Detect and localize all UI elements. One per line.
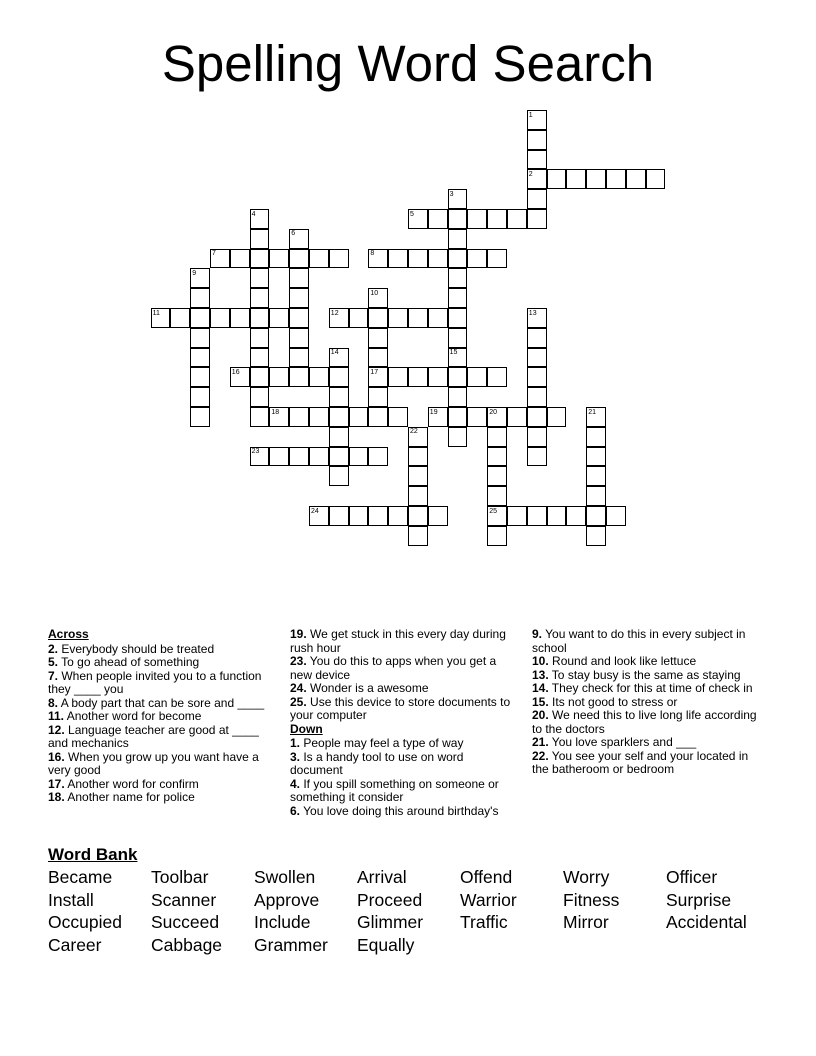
grid-cell[interactable] [586,427,606,447]
grid-cell[interactable] [586,466,606,486]
grid-cell[interactable] [190,288,210,308]
clue-item [48,697,276,711]
grid-cell[interactable] [586,169,606,189]
clue-number: 5 [410,210,414,218]
grid-cell[interactable] [309,367,329,387]
grid-cell[interactable] [329,427,349,447]
grid-cell[interactable] [250,387,270,407]
word-bank-item: Traffic [460,912,508,933]
word-bank-item: Warrior [460,889,517,910]
grid-cell[interactable] [329,447,349,467]
grid-cell[interactable] [448,209,468,229]
clue-text: Wonder is a awesome [306,681,429,695]
clue-item [532,655,760,669]
word-bank-item: Offend [460,867,513,887]
grid-cell[interactable] [329,506,349,526]
grid-cell[interactable] [527,348,547,368]
clue-number: 1 [528,111,533,119]
clue-item [48,710,276,724]
clue-text: Use this device to store documents to your computer [290,694,511,722]
clue-number-label: 18. [48,790,65,804]
clue-number: 8 [370,250,375,258]
grid-cell[interactable] [448,367,468,387]
grid-cell[interactable] [329,387,349,407]
clue-item [290,751,518,778]
grid-cell[interactable] [448,249,468,269]
grid-cell[interactable] [408,249,428,269]
grid-cell[interactable] [487,526,507,546]
clue-item [290,682,518,696]
grid-cell[interactable] [289,308,309,328]
word-bank-item: Approve [254,889,320,910]
grid-cell[interactable] [487,367,507,387]
clue-number-label: 24. [290,681,307,695]
grid-cell[interactable] [527,189,547,209]
clue-number-label: 17. [48,776,65,791]
grid-cell[interactable] [566,506,586,526]
grid-cell[interactable] [289,348,309,368]
clue-number-label: 21. [532,735,549,749]
grid-cell[interactable] [309,249,329,269]
clue-text: Another name for police [64,790,195,804]
grid-cell[interactable] [586,506,606,526]
grid-cell[interactable] [349,308,369,328]
grid-cell[interactable] [329,249,349,269]
clue-text: People may feel a type of way [300,736,464,750]
clue-text: Is a handy tool to use on word document [290,749,464,777]
clue-number-label: 16. [48,749,65,764]
clue-number: 9 [192,269,197,277]
grid-cell[interactable] [428,209,448,229]
clue-number: 19 [429,408,438,416]
clue-item [48,724,276,751]
clues-column-3 [532,628,760,777]
grid-cell[interactable] [250,249,270,269]
clue-number-label: 3. [290,749,301,764]
grid-cell[interactable] [309,447,329,467]
grid-cell[interactable] [507,506,527,526]
clues-column-1 [48,628,276,805]
clue-number: 17 [370,368,379,376]
clue-text: You do this to apps when you get a new device [290,654,497,682]
clue-number: 18 [271,408,280,416]
word-bank-item: Scanner [151,889,217,910]
grid-cell[interactable] [586,447,606,467]
clue-number: 2 [528,170,533,178]
clue-number: 25 [489,507,497,515]
grid-cell[interactable] [487,427,507,447]
grid-cell[interactable] [190,348,210,368]
grid-cell[interactable] [190,308,210,328]
grid-cell[interactable] [388,367,408,387]
clue-text: Language teacher are good at ____ and mechanics [48,722,259,750]
clue-number: 22 [410,428,418,436]
clue-number-label: 10. [532,654,549,668]
clue-number: 10 [370,289,379,297]
clue-text: Another word for become [64,709,202,723]
word-bank-item: Cabbage [151,934,223,955]
grid-cell[interactable] [269,447,289,467]
word-bank-item: Proceed [357,889,423,910]
grid-cell[interactable] [349,506,369,526]
word-bank-item: Officer [666,867,718,887]
clue-number: 3 [449,190,454,198]
grid-cell[interactable] [250,288,270,308]
grid-cell[interactable] [527,407,547,427]
clue-number: 21 [588,408,596,416]
grid-cell[interactable] [329,367,349,387]
clue-text: When you grow up you want have a very good [48,749,259,777]
clue-text: You love doing this around birthday's [300,803,499,818]
clue-number-label: 7. [48,668,59,683]
clue-number-label: 19. [290,627,307,641]
grid-cell[interactable] [467,407,487,427]
grid-cell[interactable] [269,249,289,269]
grid-cell[interactable] [408,526,428,546]
clue-item [532,736,760,750]
grid-cell[interactable] [230,249,250,269]
grid-cell[interactable] [289,447,309,467]
grid-cell[interactable] [289,367,309,387]
grid-cell[interactable] [230,308,250,328]
grid-cell[interactable] [269,367,289,387]
grid-cell[interactable] [408,308,428,328]
clue-number: 16 [231,368,240,376]
grid-cell[interactable] [467,209,487,229]
grid-cell[interactable] [250,229,270,249]
clue-number-label: 25. [290,694,307,709]
grid-cell[interactable] [487,209,507,229]
clue-item [48,778,276,792]
grid-cell[interactable] [428,308,448,328]
clue-number: 24 [311,507,319,515]
clues-column-2 [290,628,518,818]
clue-text: To go ahead of something [58,655,200,669]
clue-text: We need this to live long life according to the doctors [532,708,757,736]
clue-number: 15 [449,349,458,357]
grid-cell[interactable] [190,407,210,427]
clue-number: 20 [489,408,497,416]
clue-text: We get stuck in this every day during rush hour [290,627,506,655]
grid-cell[interactable] [408,466,428,486]
grid-cell[interactable] [250,328,270,348]
clue-item [48,670,276,697]
word-bank-item: Worry [563,867,610,887]
grid-cell[interactable] [289,268,309,288]
word-bank-item: Succeed [151,912,220,933]
grid-cell[interactable] [547,169,567,189]
clue-number-label: 11. [48,709,65,723]
grid-cell[interactable] [467,367,487,387]
word-bank-item: Equally [357,934,415,955]
grid-cell[interactable] [527,387,547,407]
grid-cell[interactable] [507,407,527,427]
grid-cell[interactable] [289,249,309,269]
grid-cell[interactable] [566,169,586,189]
word-bank-item: Surprise [666,889,732,910]
grid-cell[interactable] [586,526,606,546]
grid-cell[interactable] [349,407,369,427]
grid-cell[interactable] [190,387,210,407]
clue-number: 23 [251,448,260,456]
clue-text: To stay busy is the same as staying [548,667,741,682]
grid-cell[interactable] [368,506,388,526]
word-bank-item: Arrival [357,867,407,887]
clue-number: 7 [212,250,216,258]
grid-cell[interactable] [626,169,646,189]
grid-cell[interactable] [388,249,408,269]
grid-cell[interactable] [388,308,408,328]
grid-cell[interactable] [250,367,270,387]
grid-cell[interactable] [408,486,428,506]
word-bank-item: Grammer [254,934,328,955]
word-bank-item: Career [48,934,102,955]
clue-number-label: 23. [290,654,307,668]
word-bank-item: Toolbar [151,867,209,887]
clue-item [532,696,760,710]
grid-cell[interactable] [329,466,349,486]
clue-number: 14 [330,349,339,357]
grid-cell[interactable] [408,367,428,387]
grid-cell[interactable] [368,447,388,467]
down-header: Down [290,721,323,736]
clue-number-label: 22. [532,748,549,763]
clue-item [532,628,760,655]
clue-number-label: 20. [532,708,549,722]
grid-cell[interactable] [289,288,309,308]
grid-cell[interactable] [527,328,547,348]
word-bank-item: Install [48,889,94,910]
word-bank-item: Swollen [254,867,316,887]
grid-cell[interactable] [547,407,567,427]
clue-number: 4 [251,210,256,218]
clue-number-label: 1. [290,736,301,750]
grid-cell[interactable] [527,427,547,447]
word-bank-title: Word Bank [48,845,138,864]
grid-cell[interactable] [487,466,507,486]
grid-cell[interactable] [388,407,408,427]
grid-cell[interactable] [368,407,388,427]
clue-text: You want to do this in every subject in school [532,627,746,655]
clue-number-label: 6. [290,803,301,818]
clue-number-label: 8. [48,695,59,710]
word-bank-item: Accidental [666,912,747,933]
grid-cell[interactable] [547,506,567,526]
grid-cell[interactable] [606,169,626,189]
word-bank-item: Glimmer [357,912,424,933]
grid-cell[interactable] [448,268,468,288]
grid-cell[interactable] [329,407,349,427]
clue-item [48,751,276,778]
grid-cell[interactable] [448,328,468,348]
grid-cell[interactable] [210,308,230,328]
clue-text: Another word for confirm [64,776,199,791]
grid-cell[interactable] [368,387,388,407]
grid-cell[interactable] [448,308,468,328]
clue-number-label: 12. [48,722,65,737]
clue-item [532,750,760,777]
word-bank-item: Fitness [563,889,620,910]
clue-number-label: 14. [532,681,549,695]
word-bank-item: Occupied [48,912,122,933]
clue-item [48,643,276,657]
grid-cell[interactable] [507,209,527,229]
word-bank-item: Include [254,912,311,933]
grid-cell[interactable] [428,249,448,269]
grid-cell[interactable] [467,249,487,269]
word-bank-item: Became [48,867,113,887]
clue-text: If you spill something on someone or something it consider [290,776,499,804]
clue-item [532,669,760,683]
grid-cell[interactable] [646,169,666,189]
clue-number: 12 [330,309,339,317]
grid-cell[interactable] [250,348,270,368]
clue-number-label: 9. [532,627,543,641]
clue-item [290,805,518,819]
clue-text: They check for this at time of check in [548,681,753,695]
grid-cell[interactable] [428,367,448,387]
grid-cell[interactable] [487,447,507,467]
clue-item [290,778,518,805]
grid-cell[interactable] [527,209,547,229]
clue-item [290,696,518,723]
grid-cell[interactable] [368,328,388,348]
grid-cell[interactable] [289,407,309,427]
grid-cell[interactable] [349,447,369,467]
clue-number: 13 [528,309,537,317]
clue-text: A body part that can be sore and ____ [58,695,265,710]
clue-item [290,737,518,751]
grid-cell[interactable] [586,486,606,506]
grid-cell[interactable] [368,308,388,328]
clue-item [290,655,518,682]
grid-cell[interactable] [309,407,329,427]
clue-text: You see your self and your located in the batheroom or bedroom [532,748,749,776]
grid-cell[interactable] [428,506,448,526]
grid-cell[interactable] [448,427,468,447]
clue-number-label: 5. [48,655,59,669]
clue-number-label: 13. [532,667,549,682]
clue-item [532,682,760,696]
clue-item [532,709,760,736]
clue-text: You love sparklers and ___ [548,735,697,749]
grid-cell[interactable] [170,308,190,328]
clue-text: Its not good to stress or [548,694,678,709]
clue-number: 6 [291,230,296,238]
clue-text: When people invited you to a function they ____ you [48,668,262,696]
grid-cell[interactable] [408,447,428,467]
clue-number-label: 2. [48,641,59,656]
clue-text: Everybody should be treated [58,641,215,656]
clue-number-label: 4. [290,776,301,791]
grid-cell[interactable] [487,249,507,269]
grid-cell[interactable] [289,328,309,348]
page-title: Spelling Word Search [161,35,655,92]
clue-item [48,656,276,670]
grid-cell[interactable] [388,506,408,526]
clue-text: Round and look like lettuce [548,654,697,668]
grid-cell[interactable] [527,150,547,170]
grid-cell[interactable] [487,486,507,506]
grid-cell[interactable] [527,506,547,526]
clue-item [290,628,518,655]
grid-cell[interactable] [448,407,468,427]
grid-cell[interactable] [606,506,626,526]
grid-cell[interactable] [448,387,468,407]
clue-item [48,791,276,805]
grid-cell[interactable] [250,268,270,288]
grid-cell[interactable] [527,130,547,150]
grid-cell[interactable] [527,447,547,467]
grid-cell[interactable] [190,367,210,387]
grid-cell[interactable] [448,229,468,249]
grid-cell[interactable] [408,506,428,526]
across-header: Across [48,627,89,641]
clue-number: 11 [152,309,160,317]
grid-cell[interactable] [250,308,270,328]
clue-number-label: 15. [532,694,549,709]
grid-cell[interactable] [250,407,270,427]
grid-cell[interactable] [368,348,388,368]
grid-cell[interactable] [269,308,289,328]
word-bank-item: Mirror [563,912,609,933]
grid-cell[interactable] [190,328,210,348]
grid-cell[interactable] [448,288,468,308]
grid-cell[interactable] [527,367,547,387]
